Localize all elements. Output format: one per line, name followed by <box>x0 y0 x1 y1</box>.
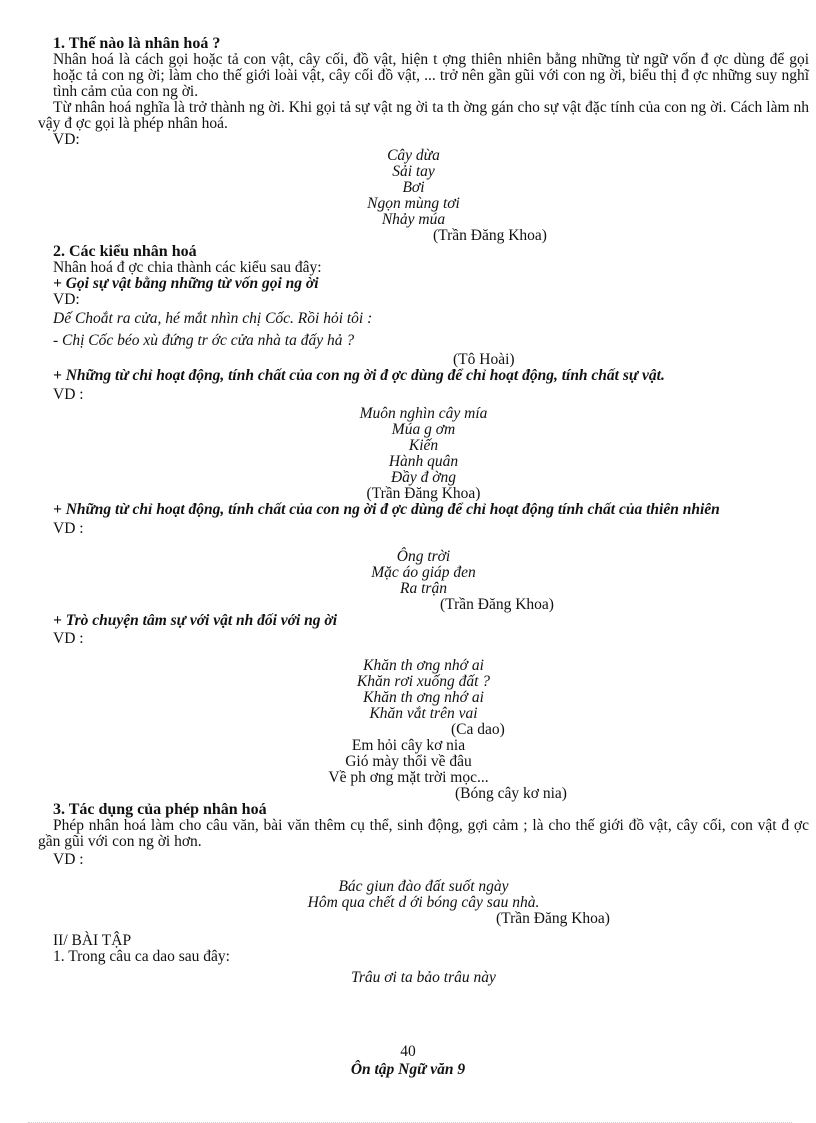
section-2-heading: 2. Các kiểu nhân hoá <box>53 243 197 260</box>
exercise-quote-line: Trâu ơi ta bảo trâu này <box>351 969 496 986</box>
type-3-example-label: VD : <box>53 520 84 537</box>
poem-line: Muôn nghìn cây mía <box>359 405 488 422</box>
type-2-example-label: VD : <box>53 386 84 403</box>
section-3-example-label: VD : <box>53 851 84 868</box>
poem-line: Bơi <box>402 179 425 196</box>
type-1-example-line: Dế Choắt ra cửa, hé mắt nhìn chị Cốc. Rồi hỏi tôi : <box>53 310 373 327</box>
poem-line: Kiến <box>408 437 439 454</box>
poem-line: Gió mày thổi về đâu <box>345 753 472 770</box>
exercise-item-1: 1. Trong câu ca dao sau đây: <box>53 948 230 965</box>
section-3-author: (Trần Đăng Khoa) <box>496 910 610 927</box>
poem-line: Bác giun đào đất suốt ngày <box>338 878 509 895</box>
poem-line: Hành quân <box>388 453 459 470</box>
type-3-author: (Trần Đăng Khoa) <box>440 596 554 613</box>
section-1-heading: 1. Thế nào là nhân hoá ? <box>53 35 221 52</box>
footer-title: Ôn tập Ngữ văn 9 <box>350 1061 466 1078</box>
poem-line: Sải tay <box>392 163 435 180</box>
section-1-paragraph-2: Từ nhân hoá nghĩa là trở thành ng ời. Khi gọi tả sự vật ng ời ta th ờng gán cho sự vật đặc tính của con ng ời. Cách làm nh vậy đ ợc gọi là phép nhân hoá. <box>38 99 809 132</box>
section-2-intro: Nhân hoá đ ợc chia thành các kiểu sau đây: <box>53 259 322 276</box>
poem-line: Ngọn mùng tơi <box>367 195 460 212</box>
document-page <box>38 36 809 986</box>
poem-line: Em hỏi cây kơ nia <box>351 737 466 754</box>
poem-line: Khăn th ơng nhớ ai <box>363 689 484 706</box>
section-3-heading: 3. Tác dụng của phép nhân hoá <box>53 801 267 818</box>
section-1-paragraph-1 <box>38 52 809 100</box>
type-4-author-2: (Bóng cây kơ nia) <box>455 785 567 802</box>
type-1-example-label: VD: <box>53 291 80 308</box>
type-1-author: (Tô Hoài) <box>453 351 515 368</box>
poem-line: Khăn rơi xuống đất ? <box>356 673 491 690</box>
section-1-paragraph-1-text: Nhân hoá là cách gọi hoặc tả con vật, cây cối, đồ vật, hiện t ợng thiên nhiên bằng những từ ngữ vốn đ ợc dùng để gọi hoặc tả con ng ời; làm cho thế giới loài vật, cây cối đồ vật, ... trở nên gần gũi với con ng ời, biểu thị đ ợc những suy nghĩ tình cảm của con ng ời. <box>53 51 809 100</box>
poem-author: (Trần Đăng Khoa) <box>433 227 547 244</box>
section-1-example-label: VD: <box>53 131 80 148</box>
type-1-heading: + Gọi sự vật bằng những từ vốn gọi ng ời <box>53 275 319 292</box>
page-number: 40 <box>400 1043 416 1060</box>
poem-line: Đầy đ ờng <box>390 469 457 486</box>
type-1-example-line: - Chị Cốc béo xù đứng tr ớc cửa nhà ta đấy hả ? <box>53 332 355 349</box>
poem-line: Về ph ơng mặt trời mọc... <box>328 769 489 786</box>
poem-line: Ông trời <box>396 548 451 565</box>
poem-line: Múa g ơm <box>391 421 456 438</box>
type-4-example-label: VD : <box>53 630 84 647</box>
poem-line: Ra trận <box>400 580 447 597</box>
type-3-heading: + Những từ chỉ hoạt động, tính chất của con ng ời đ ợc dùng để chỉ hoạt động tính chất của thiên nhiên <box>53 501 720 518</box>
poem-line: Nhảy múa <box>381 211 446 228</box>
poem-line: Mặc áo giáp đen <box>371 564 476 581</box>
type-2-heading: + Những từ chỉ hoạt động, tính chất của con ng ời đ ợc dùng để chỉ hoạt động, tính chất sự vật. <box>53 367 665 384</box>
section-3-paragraph: Phép nhân hoá làm cho câu văn, bài văn thêm cụ thể, sinh động, gợi cảm ; là cho thế giới đồ vật, cây cối, con vật đ ợc gần gũi với con ng ời hơn. <box>38 817 809 850</box>
type-2-author: (Trần Đăng Khoa) <box>366 485 481 502</box>
poem-line: Khăn th ơng nhớ ai <box>363 657 484 674</box>
poem-line: Hôm qua chết d ới bóng cây sau nhà. <box>307 894 540 911</box>
poem-line: Khăn vắt trên vai <box>369 705 478 722</box>
exercise-heading: II/ BÀI TẬP <box>53 932 132 949</box>
poem-line: Cây dừa <box>387 147 440 164</box>
type-4-author: (Ca dao) <box>451 721 505 738</box>
type-4-heading: + Trò chuyện tâm sự với vật nh đối với ng ời <box>53 612 338 629</box>
